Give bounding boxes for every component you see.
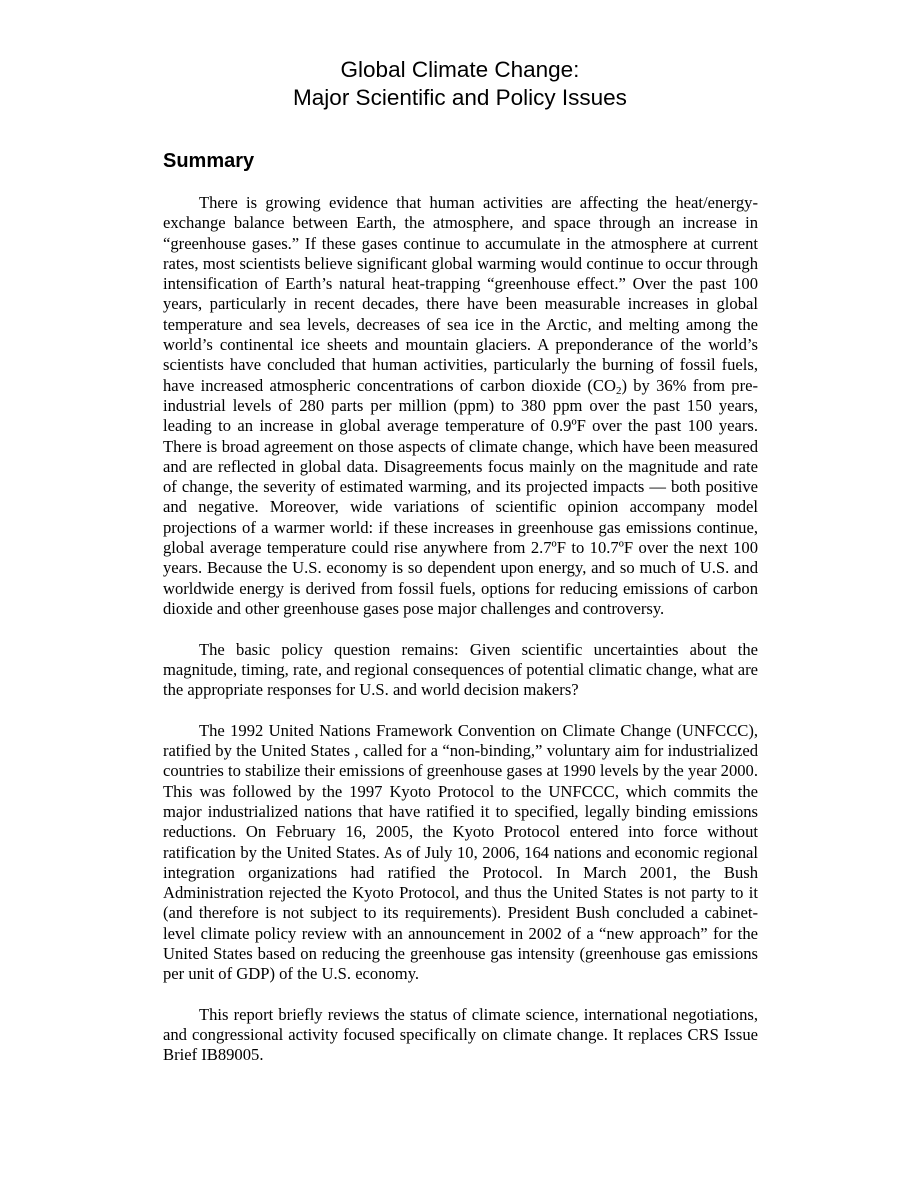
paragraph-1 <box>163 193 758 619</box>
paragraph-2: The basic policy question remains: Given scientific uncertainties about the magnitude, timing, rate, and regional consequences of potential climatic change, what are the appropriate responses for U.S. and world decision makers? <box>163 639 758 700</box>
title-line-2: Major Scientific and Policy Issues <box>293 85 627 110</box>
paragraph-3: The 1992 United Nations Framework Convention on Climate Change (UNFCCC), ratified by the United States , called for a “non-binding,” voluntary aim for industrialized countries to stabilize their emissions of greenhouse gases at 1990 levels by the year 2000. This was followed by the 1997 Kyoto Protocol to the UNFCCC, which commits the major industrialized nations that have ratified it to specified, legally binding emissions reductions. On February 16, 2005, the Kyoto Protocol entered into force without ratification by the United States. As of July 10, 2006, 164 nations and economic regional integration organizations had ratified the Protocol. In March 2001, the Bush Administration rejected the Kyoto Protocol, and thus the United States is not party to it (and therefore is not subject to its requirements). President Bush concluded a cabinet-level climate policy review with an announcement in 2002 of a “new approach” for the United States based on reducing the greenhouse gas intensity (greenhouse gas emissions per unit of GDP) of the U.S. economy. <box>163 720 758 984</box>
paragraph-4: This report briefly reviews the status of climate science, international negotiations, and congressional activity focused specifically on climate change. It replaces CRS Issue Brief IB89005. <box>163 1004 758 1065</box>
title-line-1: Global Climate Change: <box>340 57 580 82</box>
paragraph-1-part-b: ) by 36% from pre-industrial levels of 280 parts per million (ppm) to 380 ppm over the past 150 years, leading to an increase in global average temperature of 0.9ºF over the past 100 years. There is broad agreement on those aspects of climate change, which have been measured and are reflected in global data. Disagreements focus mainly on the magnitude and rate of change, the severity of estimated warming, and its projected impacts — both positive and negative. Moreover, wide variations of scientific opinion accompany model projections of a warmer world: if these increases in greenhouse gas emissions continue, global average temperature could rise anywhere from 2.7ºF to 10.7ºF over the next 100 years. Because the U.S. economy is so dependent upon energy, and so much of U.S. and worldwide energy is derived from fossil fuels, options for reducing emissions of carbon dioxide and other greenhouse gases pose major challenges and controversy. <box>163 375 758 618</box>
summary-body <box>163 193 758 1086</box>
co2-subscript: 2 <box>615 384 622 397</box>
document-title <box>0 56 920 112</box>
paragraph-1-part-a: There is growing evidence that human activities are affecting the heat/energy-exchange balance between Earth, the atmosphere, and space through an increase in “greenhouse gases.” If these gases continue to accumulate in the atmosphere at current rates, most scientists believe significant global warming would continue to occur through intensification of Earth’s natural heat-trapping “greenhouse effect.” Over the past 100 years, particularly in recent decades, there have been measurable increases in global temperature and sea levels, decreases of sea ice in the Arctic, and melting among the world’s continental ice sheets and mountain glaciers. A preponderance of the world’s scientists have concluded that human activities, particularly the burning of fossil fuels, have increased atmospheric concentrations of carbon dioxide (CO <box>163 193 758 395</box>
summary-heading: Summary <box>163 150 255 172</box>
